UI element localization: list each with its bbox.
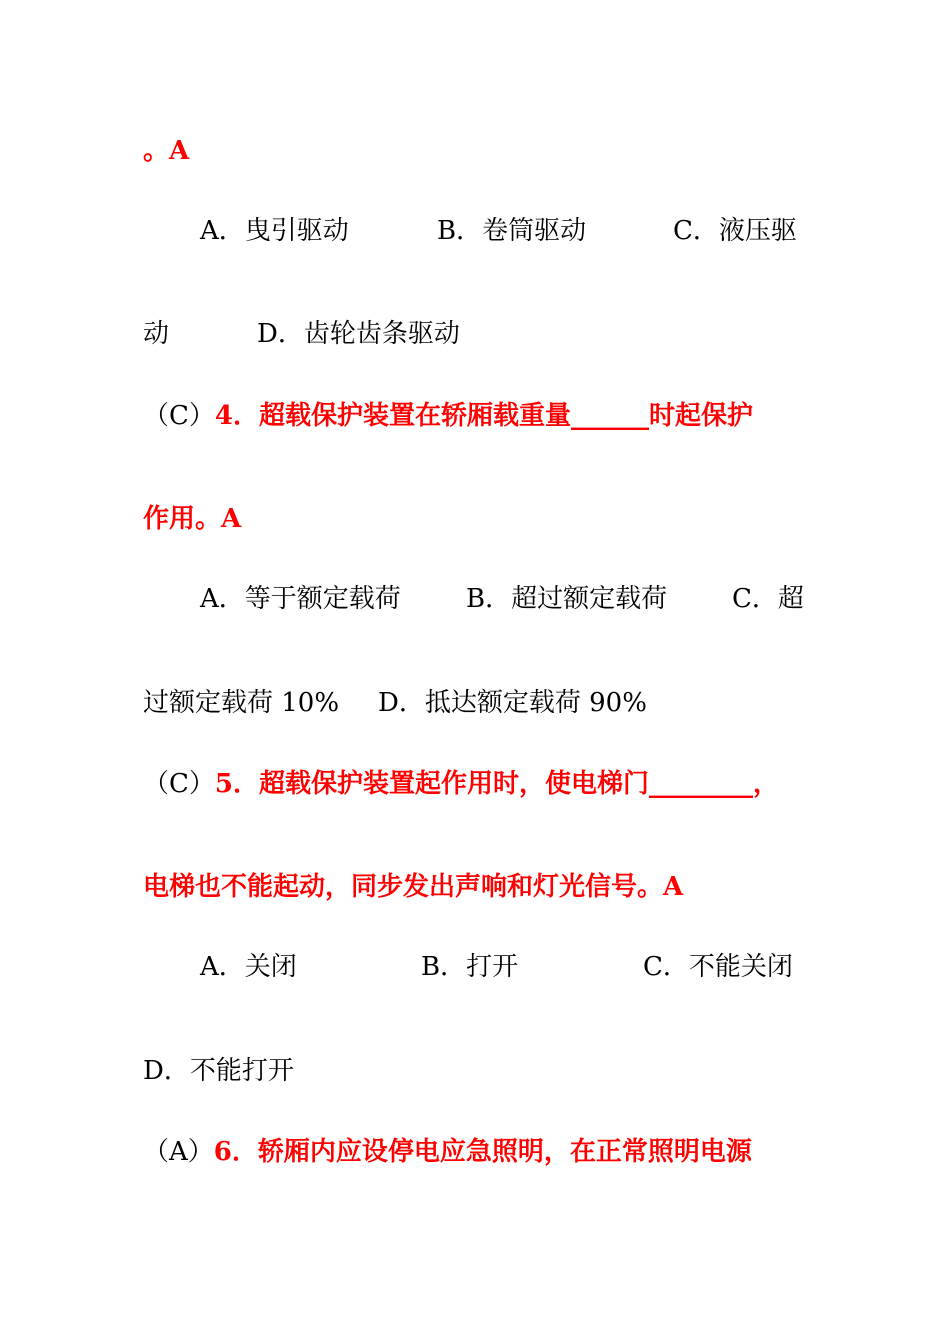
q3-option-d: D．齿轮齿条驱动: [257, 319, 460, 349]
q3-text-tail: 。A: [143, 136, 190, 166]
q5-option-c: C．不能关闭: [643, 952, 793, 982]
q5-option-b: B．打开: [421, 952, 519, 982]
q5-text: 5．超载保护装置起作用时，使电梯门________，: [214, 769, 779, 799]
q6-stem-line1: [143, 1135, 752, 1169]
q4-option-c-cont: 过额定载荷 10%: [143, 688, 340, 718]
q5-stem-line1: [143, 767, 779, 801]
q5-option-a: A．关闭: [200, 952, 297, 982]
q3-option-a: A．曳引驱动: [200, 216, 349, 246]
q5-option-d: D．不能打开: [143, 1056, 294, 1086]
q4-stem-line1: [143, 399, 753, 433]
q3-option-b: B．卷筒驱动: [437, 216, 587, 246]
q4-option-d: D．抵达额定载荷 90%: [378, 688, 647, 718]
q6-text: 6．轿厢内应设停电应急照明，在正常照明电源: [213, 1137, 752, 1167]
q6-answer: （A）: [143, 1137, 214, 1167]
q4-answer: （C）: [143, 401, 215, 431]
q4-option-b: B．超过额定载荷: [466, 584, 668, 614]
q3-option-c-cont: 动: [143, 319, 170, 349]
q5-stem-line2: 电梯也不能起动，同步发出声响和灯光信号。A: [143, 872, 684, 902]
q4-option-c: C．超: [732, 584, 804, 614]
q4-stem-line2: 作用。A: [143, 504, 242, 534]
q5-answer: （C）: [143, 769, 215, 799]
q4-text: 4．超载保护装置在轿厢载重量______时起保护: [214, 401, 753, 431]
q3-option-c: C．液压驱: [673, 216, 797, 246]
q4-option-a: A．等于额定载荷: [200, 584, 401, 614]
